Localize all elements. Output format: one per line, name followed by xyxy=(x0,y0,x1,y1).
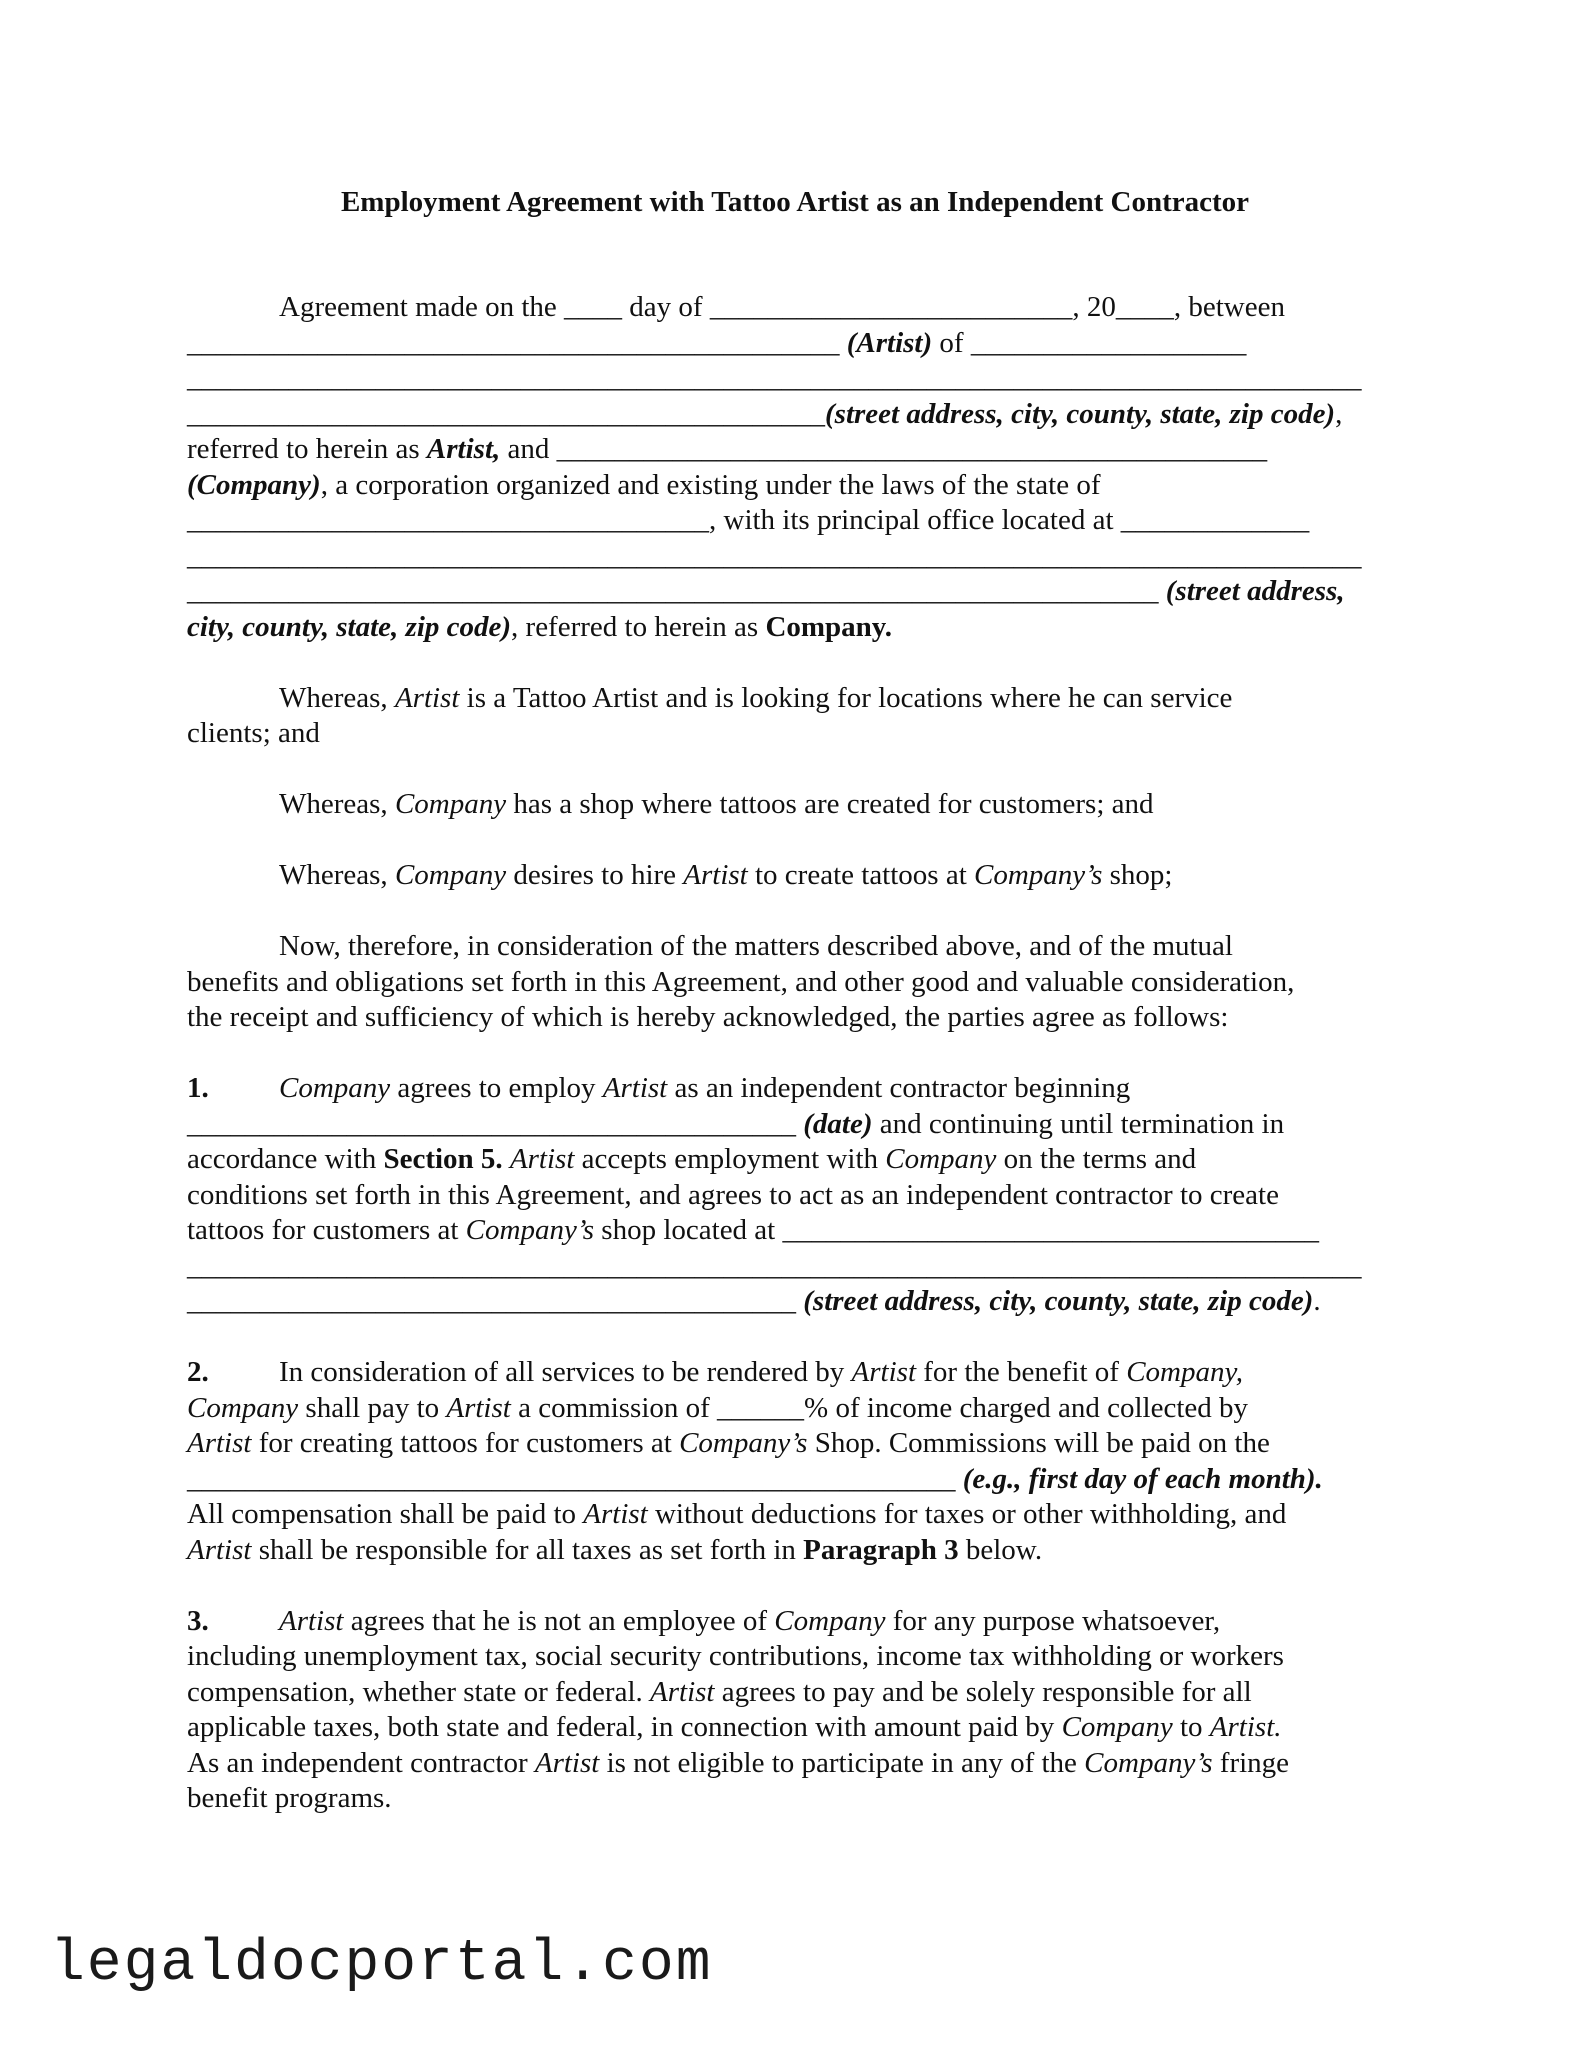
text: As an independent contractor xyxy=(187,1746,535,1779)
text: . xyxy=(1313,1285,1321,1317)
text: for any purpose whatsoever, xyxy=(885,1604,1221,1637)
text: All compensation shall be paid to xyxy=(187,1498,584,1530)
section-1 xyxy=(187,1071,1405,1320)
term: Artist xyxy=(851,1356,917,1388)
section-2 xyxy=(187,1355,1405,1568)
text: below. xyxy=(958,1533,1043,1566)
term: Company’s xyxy=(1084,1746,1213,1779)
text: and continuing until termination in xyxy=(872,1107,1285,1140)
text: Whereas, xyxy=(279,859,395,891)
whereas-clause-1 xyxy=(187,681,1405,752)
term: Artist xyxy=(187,1533,252,1566)
text: for creating tattoos for customers at xyxy=(251,1427,680,1459)
text: agrees to pay and be solely responsible for all xyxy=(714,1675,1252,1708)
text: applicable taxes, both state and federal, in connection with amount paid by xyxy=(187,1711,1062,1743)
text: Whereas, xyxy=(279,681,395,714)
section-number: 1. xyxy=(187,1072,209,1104)
term: Company’s xyxy=(679,1427,808,1459)
term: Company xyxy=(187,1391,299,1424)
text: to create tattoos at xyxy=(747,859,975,891)
text: on the terms and xyxy=(996,1143,1197,1175)
text: tattoos for customers at xyxy=(187,1214,466,1246)
intro-line: Agreement made on the ____ day of _________________________, 20____, between xyxy=(279,291,1285,323)
text: In consideration of all services to be rendered by xyxy=(279,1356,852,1388)
consideration-paragraph xyxy=(187,929,1405,1036)
text: compensation, whether state or federal. xyxy=(187,1675,651,1708)
term: Company xyxy=(394,788,507,820)
text: shall be responsible for all taxes as set forth in xyxy=(251,1533,804,1566)
intro-text: , referred to herein as xyxy=(511,610,766,643)
text: clients; and xyxy=(187,717,320,749)
term: Artist xyxy=(279,1604,344,1637)
text: Now, therefore, in consideration of the matters described above, and of the mutual xyxy=(279,930,1233,962)
term: Artist xyxy=(509,1143,575,1175)
company-label: (Company) xyxy=(187,468,321,501)
site-watermark: legaldocportal.com xyxy=(50,1932,713,1997)
payment-schedule-blank: _____________________________________________________ xyxy=(187,1462,963,1495)
intro-text: of ___________________ xyxy=(932,326,1247,359)
intro-text: , a corporation organized and existing under the laws of the state of xyxy=(320,468,1101,501)
term: Artist xyxy=(534,1746,600,1779)
paragraph-reference: Paragraph 3 xyxy=(803,1533,959,1566)
text: agrees that he is not an employee of xyxy=(343,1604,775,1637)
document-body xyxy=(187,290,1405,1817)
artist-label: (Artist) xyxy=(846,326,933,359)
term: Company xyxy=(885,1143,997,1175)
term: Artist xyxy=(187,1427,252,1459)
document-title: Employment Agreement with Tattoo Artist as an Independent Contractor xyxy=(340,186,1250,218)
text: fringe xyxy=(1212,1746,1290,1779)
text: agrees to employ xyxy=(390,1072,603,1104)
text: accordance with xyxy=(187,1143,384,1175)
text: shall pay to xyxy=(298,1391,447,1424)
text: as an independent contractor beginning xyxy=(667,1072,1131,1104)
section-reference: Section 5. xyxy=(383,1143,503,1175)
term: Artist xyxy=(394,681,460,714)
whereas-clause-3 xyxy=(187,858,1405,894)
text: is not eligible to participate in any of the xyxy=(599,1746,1085,1779)
text: a commission of ______% of income charged and collected by xyxy=(510,1391,1248,1424)
address-blank: __________________________________________ xyxy=(187,1285,804,1317)
date-blank: __________________________________________ xyxy=(187,1107,804,1140)
term: Artist xyxy=(683,859,748,891)
intro-paragraph xyxy=(187,290,1405,645)
section-3 xyxy=(187,1604,1405,1817)
whereas-clause-2 xyxy=(187,787,1405,823)
address-blank-line: _________________________________________________________________________________ xyxy=(187,362,1362,394)
text: accepts employment with xyxy=(574,1143,886,1175)
term: Company xyxy=(774,1604,886,1637)
date-hint: (date) xyxy=(803,1107,873,1140)
term: Artist. xyxy=(1209,1711,1282,1743)
term: Company xyxy=(279,1072,391,1104)
text: benefit programs. xyxy=(187,1782,392,1814)
text: conditions set forth in this Agreement, and agrees to act as an independent contractor to create xyxy=(187,1178,1279,1211)
term: Company xyxy=(394,859,507,891)
text: shop; xyxy=(1102,859,1173,891)
address-blank: ____________________________________________ xyxy=(187,397,825,430)
intro-text: , xyxy=(1335,397,1343,430)
term: Artist xyxy=(446,1391,511,1424)
term: Artist xyxy=(583,1498,648,1530)
address-hint: (street address, city, county, state, zip code) xyxy=(825,397,1336,430)
address-hint: (street address, city, county, state, zip code) xyxy=(803,1285,1314,1317)
text: the receipt and sufficiency of which is hereby acknowledged, the parties agree as follows: xyxy=(187,1001,1229,1033)
address-hint: city, county, state, zip code) xyxy=(187,610,512,643)
intro-text: referred to herein as xyxy=(187,433,427,465)
term: Artist xyxy=(602,1072,668,1104)
term: Company’s xyxy=(465,1214,595,1246)
text: without deductions for taxes or other withholding, and xyxy=(647,1498,1287,1530)
state-office-line: ____________________________________, with its principal office located at _____________ xyxy=(187,504,1310,536)
text: has a shop where tattoos are created for customers; and xyxy=(506,788,1154,820)
text: benefits and obligations set forth in this Agreement, and other good and valuable consideration, xyxy=(187,965,1295,998)
payment-schedule-hint: (e.g., first day of each month). xyxy=(962,1462,1323,1495)
address-blank: ___________________________________________________________________ xyxy=(187,575,1166,607)
text: including unemployment tax, social security contributions, income tax withholding or workers xyxy=(187,1640,1284,1672)
address-blank-line: _________________________________________________________________________________ xyxy=(187,539,1362,572)
term: Company, xyxy=(1126,1356,1243,1388)
address-blank-line: _________________________________________________________________________________ xyxy=(187,1249,1362,1282)
text xyxy=(503,1143,510,1175)
section-number: 2. xyxy=(187,1356,209,1388)
text: Whereas, xyxy=(279,788,395,820)
text: shop located at _____________________________________ xyxy=(594,1214,1319,1246)
term: Company’s xyxy=(974,859,1103,891)
text: for the benefit of xyxy=(916,1356,1127,1388)
section-number: 3. xyxy=(187,1604,209,1637)
term: Artist xyxy=(650,1675,715,1708)
artist-name-blank: _____________________________________________ xyxy=(187,326,847,359)
text: to xyxy=(1172,1711,1210,1743)
artist-defined-term: Artist, xyxy=(426,433,501,465)
text: is a Tattoo Artist and is looking for locations where he can service xyxy=(459,681,1233,714)
text: Shop. Commissions will be paid on the xyxy=(807,1427,1270,1459)
term: Company xyxy=(1061,1711,1173,1743)
text: desires to hire xyxy=(506,859,684,891)
address-hint: (street address, xyxy=(1165,575,1345,607)
company-name-blank: and _________________________________________________ xyxy=(500,433,1268,465)
company-defined-term: Company. xyxy=(765,610,892,643)
